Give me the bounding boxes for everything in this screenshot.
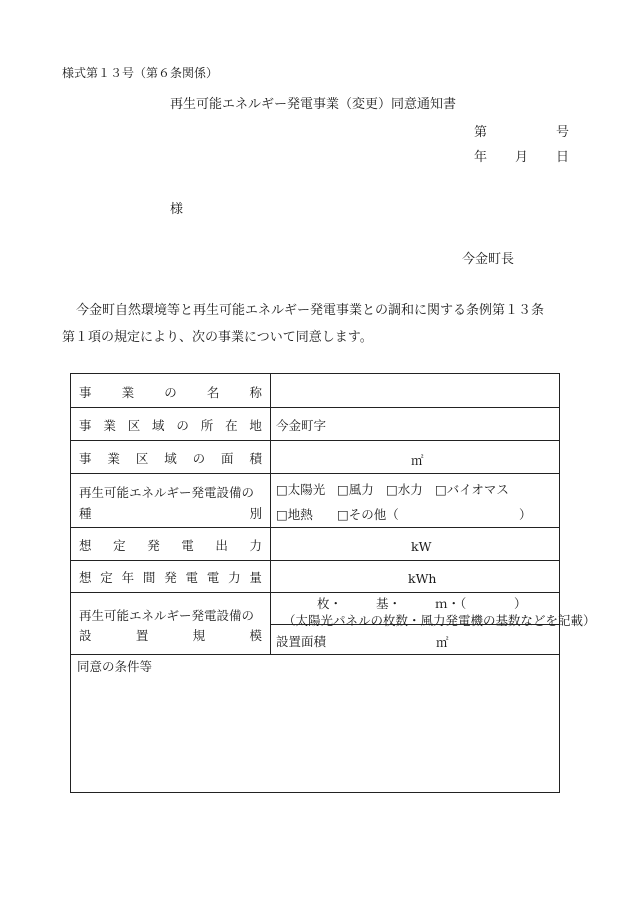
label-project-location: 事 業 区 域 の 所 在 地 (79, 418, 262, 433)
checkbox-solar[interactable]: □太陽光 (276, 482, 326, 497)
date-month: 月 (515, 150, 529, 165)
label-facility-scale-line1: 再生可能エネルギー発電設備の (79, 608, 255, 623)
checkbox-wind[interactable]: □風力 (337, 482, 374, 497)
conditions-label: 同意の条件等 (77, 659, 153, 674)
project-area-unit: ㎡ (411, 453, 424, 468)
checkbox-geothermal[interactable]: □地熱 (276, 507, 313, 522)
checkbox-biomass[interactable]: □バイオマス (435, 482, 509, 497)
annual-generation-unit: kWh (408, 571, 437, 586)
number-prefix: 第 (474, 125, 488, 140)
addressee-suffix: 様 (170, 202, 184, 217)
label-annual-generation: 想 定 年 間 発 電 電 力 量 (79, 570, 262, 585)
body-line-1: 今金町自然環境等と再生可能エネルギー発電事業との調和に関する条例第１３条 (76, 303, 545, 318)
checkbox-hydro[interactable]: □水力 (386, 482, 423, 497)
project-location-field[interactable]: 今金町字 (276, 418, 327, 433)
label-project-name: 事 業 の 名 称 (79, 385, 262, 400)
label-expected-output: 想 定 発 電 出 力 (79, 538, 262, 553)
scale-turbines: 基・ (376, 596, 402, 611)
label-facility-type-line1: 再生可能エネルギー発電設備の (79, 485, 255, 500)
date-year: 年 (474, 150, 488, 165)
scale-note: （太陽光パネルの枚数・風力発電機の基数などを記載） (283, 613, 596, 628)
scale-meters: ｍ・（ (435, 596, 467, 611)
body-line-2: 第１項の規定により、次の事業について同意します。 (62, 330, 373, 345)
scale-panels: 枚・ (317, 596, 343, 611)
label-project-area: 事 業 区 域 の 面 積 (79, 451, 262, 466)
date-day: 日 (556, 150, 570, 165)
scale-close-paren: ） (514, 596, 527, 611)
project-name-field[interactable] (276, 383, 556, 399)
checkbox-other[interactable]: □その他（ (337, 507, 399, 522)
issuer: 今金町長 (462, 252, 515, 267)
other-close-paren: ） (519, 507, 532, 522)
number-suffix: 号 (556, 125, 570, 140)
label-facility-scale-line2: 設 置 規 模 (79, 628, 262, 643)
label-facility-type-line2: 種 別 (79, 506, 262, 521)
consent-form-table (70, 373, 596, 793)
conditions-field[interactable] (77, 676, 553, 786)
form-number: 様式第１３号（第６条関係） (62, 66, 219, 80)
installation-area-unit: ㎡ (436, 635, 449, 650)
installation-area-label: 設置面積 (276, 634, 327, 649)
document-title: 再生可能エネルギー発電事業（変更）同意通知書 (170, 97, 457, 112)
expected-output-unit: kW (411, 539, 432, 554)
